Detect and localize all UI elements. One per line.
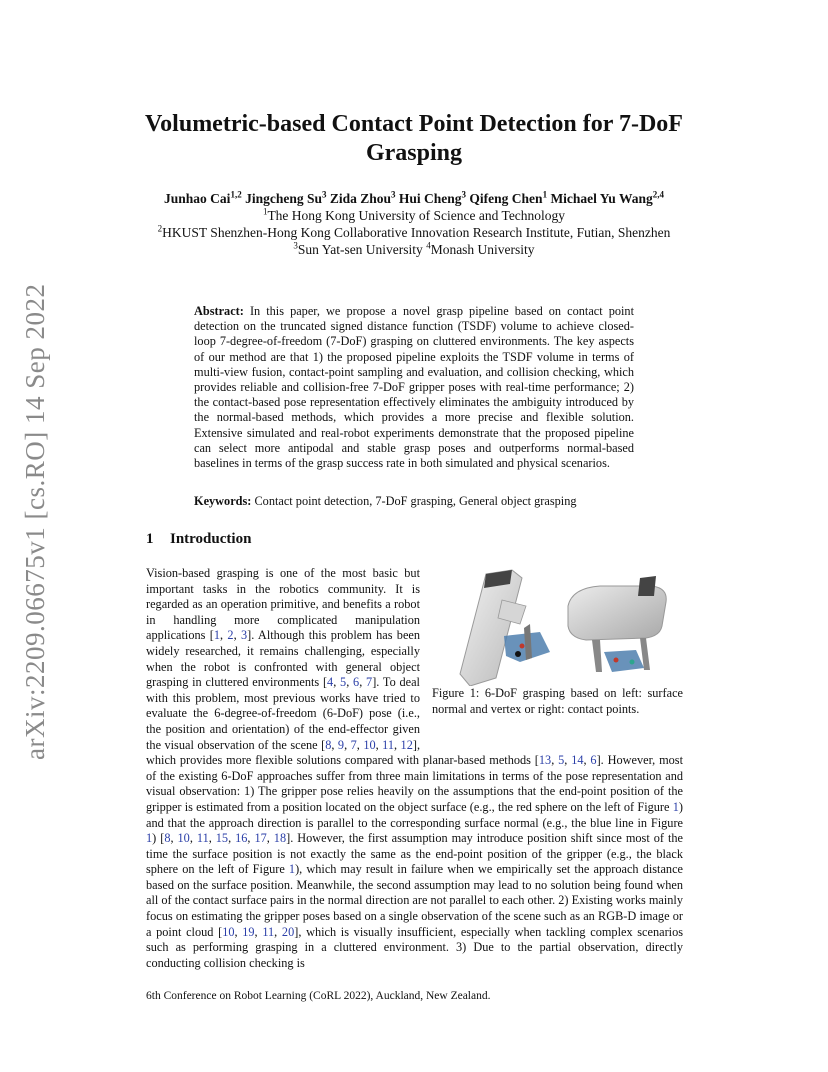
- citation-link[interactable]: 10: [363, 737, 376, 752]
- abstract-text: In this paper, we propose a novel grasp pipeline based on contact point detection on the truncated signed distance function (TSDF) volume to achieve closed-loop 7-degree-of-freedom (7-DoF) grasping on cluttered environments. The key aspects of our method are that 1) the proposed pipeline exploits the TSDF volume in terms of multi-view fusion, contact-point sampling and evaluation, and collision checking, which provides reliable and collision-free 7-DoF gripper poses with real-time performance; 2) the contact-based pose representation effectively eliminates the ambiguity introduced by the normal-based methods, which provides a more precise and flexible solution. Extensive simulated and real-robot experiments demonstrate that the proposed pipeline can select more antipodal and stable grasp poses and outperforms normal-based baselines in terms of the grasp success rate in both simulated and physical scenarios.: [194, 304, 634, 471]
- citation-link[interactable]: 15: [215, 831, 229, 846]
- intro-text-run: ,: [394, 737, 401, 752]
- page-footer: 6th Conference on Robot Learning (CoRL 2022), Auckland, New Zealand.: [146, 990, 491, 1002]
- author-2: Jingcheng Su: [245, 191, 322, 206]
- author-3: Zida Zhou: [329, 191, 392, 206]
- citation-link[interactable]: 11: [382, 737, 394, 752]
- intro-text-run: ,: [233, 628, 241, 643]
- citation-link[interactable]: 12: [400, 737, 413, 752]
- arxiv-side-stamp: arXiv:2209.06675v1 [cs.RO] 14 Sep 2022: [20, 283, 50, 760]
- author-block: [100, 190, 728, 258]
- keywords-label: Keywords:: [194, 494, 252, 508]
- citation-link[interactable]: 16: [235, 831, 248, 846]
- intro-text-run: ,: [346, 675, 354, 690]
- intro-text-run: ,: [220, 628, 228, 643]
- citation-link[interactable]: 17: [254, 831, 267, 846]
- intro-text-run: ], which is visually insufficient, especially when tackling complex scenarios such as performing grasping in a cluttered environment. 3) Due to the partial observation, directly conducting collision checking is: [146, 924, 684, 970]
- citation-link[interactable]: 7: [350, 737, 357, 752]
- citation-link[interactable]: 6: [353, 675, 360, 690]
- gripper-illustration: [440, 566, 685, 686]
- figure-1: [432, 566, 683, 746]
- intro-text-run: ,: [333, 675, 341, 690]
- citation-link[interactable]: 13: [538, 753, 552, 768]
- intro-text-run: ,: [356, 737, 364, 752]
- keywords-text: Contact point detection, 7-DoF grasping, General object grasping: [254, 494, 577, 508]
- intro-text-run: ,: [375, 737, 383, 752]
- intro-text-run: ,: [551, 753, 559, 768]
- left-gripper: [460, 570, 550, 686]
- affiliation-2: $^2$HKUST Shenzhen-Hong Kong Collaborative Innovation Research Institute, Futian, Shenzhen: [157, 223, 671, 240]
- abstract-label: Abstract:: [194, 304, 244, 318]
- intro-text-run: ,: [359, 675, 367, 690]
- citation-link[interactable]: 1: [213, 628, 220, 643]
- intro-text-run: ,: [331, 737, 338, 752]
- citation-link[interactable]: 14: [571, 753, 584, 768]
- intro-text-run: ,: [254, 924, 263, 939]
- citation-link[interactable]: 11: [196, 831, 209, 846]
- intro-text-run: ,: [208, 831, 216, 846]
- citation-link[interactable]: 20: [281, 924, 295, 939]
- citation-link[interactable]: 2: [227, 628, 234, 643]
- citation-link[interactable]: 8: [325, 737, 332, 752]
- citation-link[interactable]: 1: [146, 831, 153, 846]
- citation-link[interactable]: 7: [366, 675, 373, 690]
- figure-caption: Figure 1: 6-DoF grasping based on left: surface normal and vertex or right: contact points.: [432, 686, 683, 716]
- citation-link[interactable]: 1: [672, 799, 679, 814]
- intro-text-run: ,: [234, 924, 243, 939]
- author-5: Qifeng Chen: [469, 191, 543, 206]
- intro-text-run: ,: [583, 753, 591, 768]
- citation-link[interactable]: 4: [327, 675, 334, 690]
- citation-link[interactable]: 18: [273, 831, 287, 846]
- intro-text-run: ,: [228, 831, 236, 846]
- citation-link[interactable]: 11: [262, 924, 275, 939]
- citation-link[interactable]: 5: [558, 753, 565, 768]
- intro-text-run: ) and that the approach direction is parallel to the corresponding surface normal (e.g., the blue line in Figure: [146, 799, 683, 830]
- intro-text-run: ]. To deal with this problem, most previous works have tried to evaluate the 6-degree-of-freedom (6-DoF) pose (i.e., the position and orientation) of the end-effector given the visual observation of the scene [: [146, 675, 420, 752]
- affiliation-3-4: $^3$Sun Yat-sen University $^4$Monash University: [293, 240, 535, 257]
- section-number: 1: [146, 531, 154, 547]
- intro-text-run: ,: [170, 831, 178, 846]
- affiliation-1: $^1$The Hong Kong University of Science and Technology: [262, 206, 566, 223]
- keywords: [194, 494, 634, 509]
- paper-title: Volumetric-based Contact Point Detection for 7-DoF Grasping: [145, 111, 683, 166]
- author-4: Hui Cheng: [398, 191, 462, 206]
- intro-body: [146, 566, 683, 971]
- intro-text-run: ]. Although this problem has been widely researched, it remains challenging, especially when the robot is confronted with general object grasping in cluttered environments [: [146, 628, 421, 690]
- intro-text-run: ), which may result in failure when we empirically set the approach distance based on the surface position. Meanwhile, the second assumption may lead to no solution being found when all of the contact surface pairs in the normal direction are not parallel to each other. 2) Existing works mainly focus on estimating the gripper poses based on a single observation of the scene such as an RGB-D image or a point cloud [: [146, 862, 683, 939]
- intro-text-run: ) [: [152, 831, 165, 846]
- intro-text-run: ,: [247, 831, 255, 846]
- citation-link[interactable]: 3: [240, 628, 248, 643]
- intro-text-run: Vision-based grasping is one of the most basic but important tasks in the robotics community. It is regarded as an operation primitive, and benefits a robot in handling more complicated manipulation applications [: [146, 566, 420, 643]
- intro-text-run: ], which provides more flexible solutions compared with planar-based methods [: [146, 737, 539, 768]
- intro-text-run: ,: [266, 831, 274, 846]
- citation-link[interactable]: 9: [337, 737, 345, 752]
- citation-link[interactable]: 6: [590, 753, 597, 768]
- intro-text-run: ]. However, most of the existing 6-DoF approaches suffer from three main limitations in terms of the pose representation and visual observation: 1) The gripper pose relies heavily on the assumptions that the end-point position of the gripper is estimated from a position located on the object surface (e.g., the red sphere on the left of Figure: [146, 753, 683, 814]
- intro-text-run: ,: [564, 753, 572, 768]
- section-title: Introduction: [170, 531, 252, 547]
- abstract: [194, 304, 634, 471]
- citation-link[interactable]: 10: [222, 924, 235, 939]
- intro-text-run: ,: [344, 737, 351, 752]
- citation-link[interactable]: 10: [177, 831, 190, 846]
- section-heading: [146, 531, 251, 548]
- citation-link[interactable]: 19: [242, 924, 255, 939]
- citation-link[interactable]: 1: [288, 862, 296, 877]
- intro-text-run: ]. However, the first assumption may introduce position shift since most of the time the surface position is not exactly the same as the end-point position of the gripper (e.g., the black sphere on the left of Figure: [146, 831, 683, 877]
- citation-link[interactable]: 8: [164, 831, 171, 846]
- citation-link[interactable]: 5: [340, 675, 347, 690]
- author-names: Junhao Cai$^{1,2}$ Jingcheng Su$^3$ Zida Zhou$^3$ Hui Cheng$^3$ Qifeng Chen$^1$ Michael Yu Wang$^{2,4}$: [164, 189, 664, 206]
- author-6: Michael Yu Wang: [550, 191, 653, 206]
- intro-text-run: ,: [189, 831, 197, 846]
- right-gripper: [568, 576, 666, 672]
- author-1: Junhao Cai: [164, 191, 231, 206]
- intro-text-run: ,: [274, 924, 282, 939]
